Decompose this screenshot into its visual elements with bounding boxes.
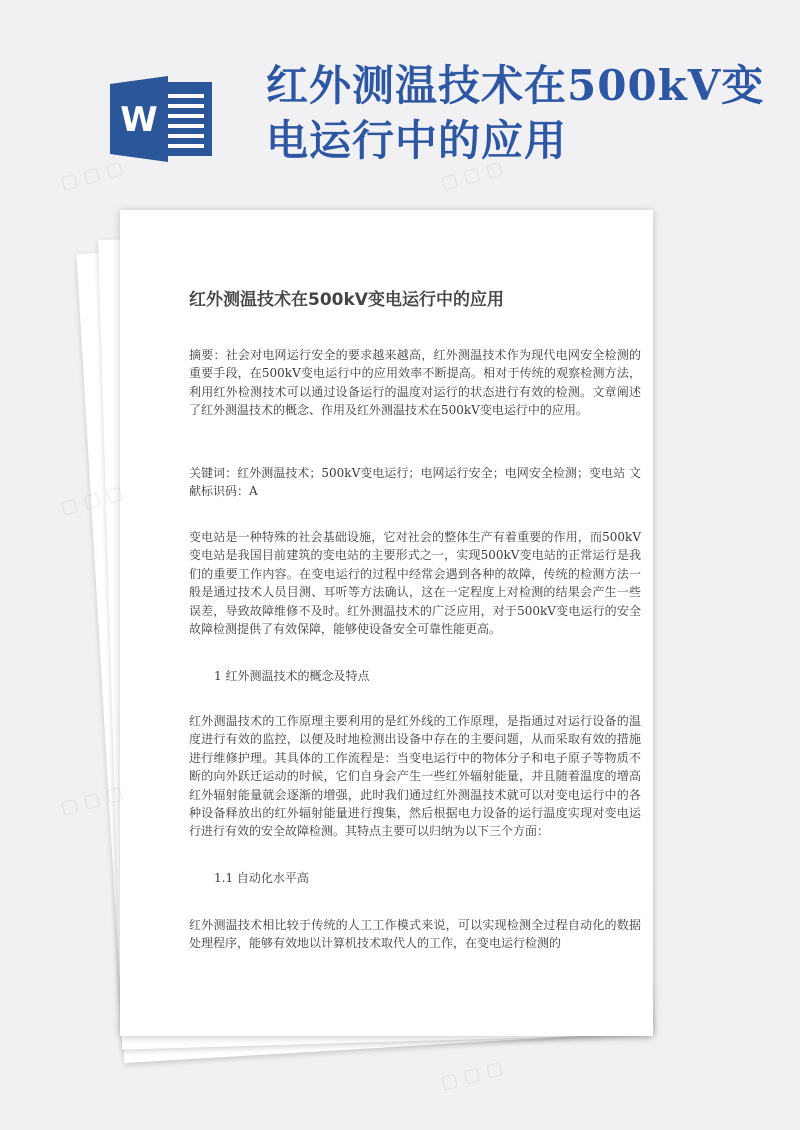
watermark-mark: ▢ ▢ ▢ [438, 157, 506, 194]
abstract-paragraph: 摘要：社会对电网运行安全的要求越来越高，红外测温技术作为现代电网安全检测的重要手段，在500kV变电运行中的应用效率不断提高。相对于传统的观察检测方法，利用红外检测技术可以通过设备运行的温度对运行的状态进行有效的检测。文章阐述了红外测温技术的概念、作用及红外测温技术在500kV变电运行中的应用。 [189, 348, 641, 418]
subsection-paragraph: 红外测温技术相比较于传统的人工工作模式来说，可以实现检测全过程自动化的数据处理程序，能够有效地以计算机技术取代人的工作，在变电运行检测的 [189, 918, 641, 951]
section-heading: 1 红外测温技术的概念及特点 [214, 669, 370, 683]
word-icon-letter: W [120, 100, 158, 140]
subsection-heading: 1.1 自动化水平高 [214, 871, 309, 885]
watermark-mark: ▢ [58, 494, 81, 519]
page-heading: 红外测温技术在500kV变电运行中的应用 [189, 290, 504, 310]
section-paragraph: 红外测温技术的工作原理主要利用的是红外线的工作原理，是指通过对运行设备的温度进行有效的监控，以便及时地检测出设备中存在的主要问题，从而采取有效的措施进行维修护理。其具体的工作流程是：当变电运行中的物体分子和电子原子等物质不断的向外跃迁运动的时候，它们自身会产生一些红外辐射能量，并且随着温度的增高红外辐射能量就会逐渐的增强，此时我们通过红外测温技术就可以对变电运行中的各种设备释放出的红外辐射能量进行搜集，然后根据电力设备的运行温度实现对变电运行进行有效的安全故障检测。其特点主要可以归纳为以下三个方面： [189, 714, 641, 839]
document-page [120, 210, 653, 1036]
watermark-mark: ▢ ▢ ▢ [438, 1057, 506, 1094]
word-icon [110, 76, 214, 162]
keywords-paragraph: 关键词：红外测温技术；500kV变电运行；电网运行安全；电网安全检测；变电站 文献标识码：A [189, 466, 641, 499]
intro-paragraph: 变电站是一种特殊的社会基础设施，它对社会的整体生产有着重要的作用，而500kV变电站是我国目前建筑的变电站的主要形式之一，实现500kV变电站的正常运行是我们的重要工作内容。在变电运行的过程中经常会遇到各种的故障，传统的检测方法一般是通过技术人员目测、耳听等方法确认，这在一定程度上对检测的结果会产生一些误差，导致故障维修不及时。红外测温技术的广泛应用，对于500kV变电运行的安全故障检测提供了有效保障，能够使设备安全可靠性能更高。 [189, 530, 641, 637]
document-title: 红外测温技术在500kV变电运行中的应用 [266, 61, 765, 165]
watermark-mark: ▢ ▢ ▢ [58, 782, 126, 819]
watermark-mark: ▢ ▢ ▢ [58, 157, 126, 194]
